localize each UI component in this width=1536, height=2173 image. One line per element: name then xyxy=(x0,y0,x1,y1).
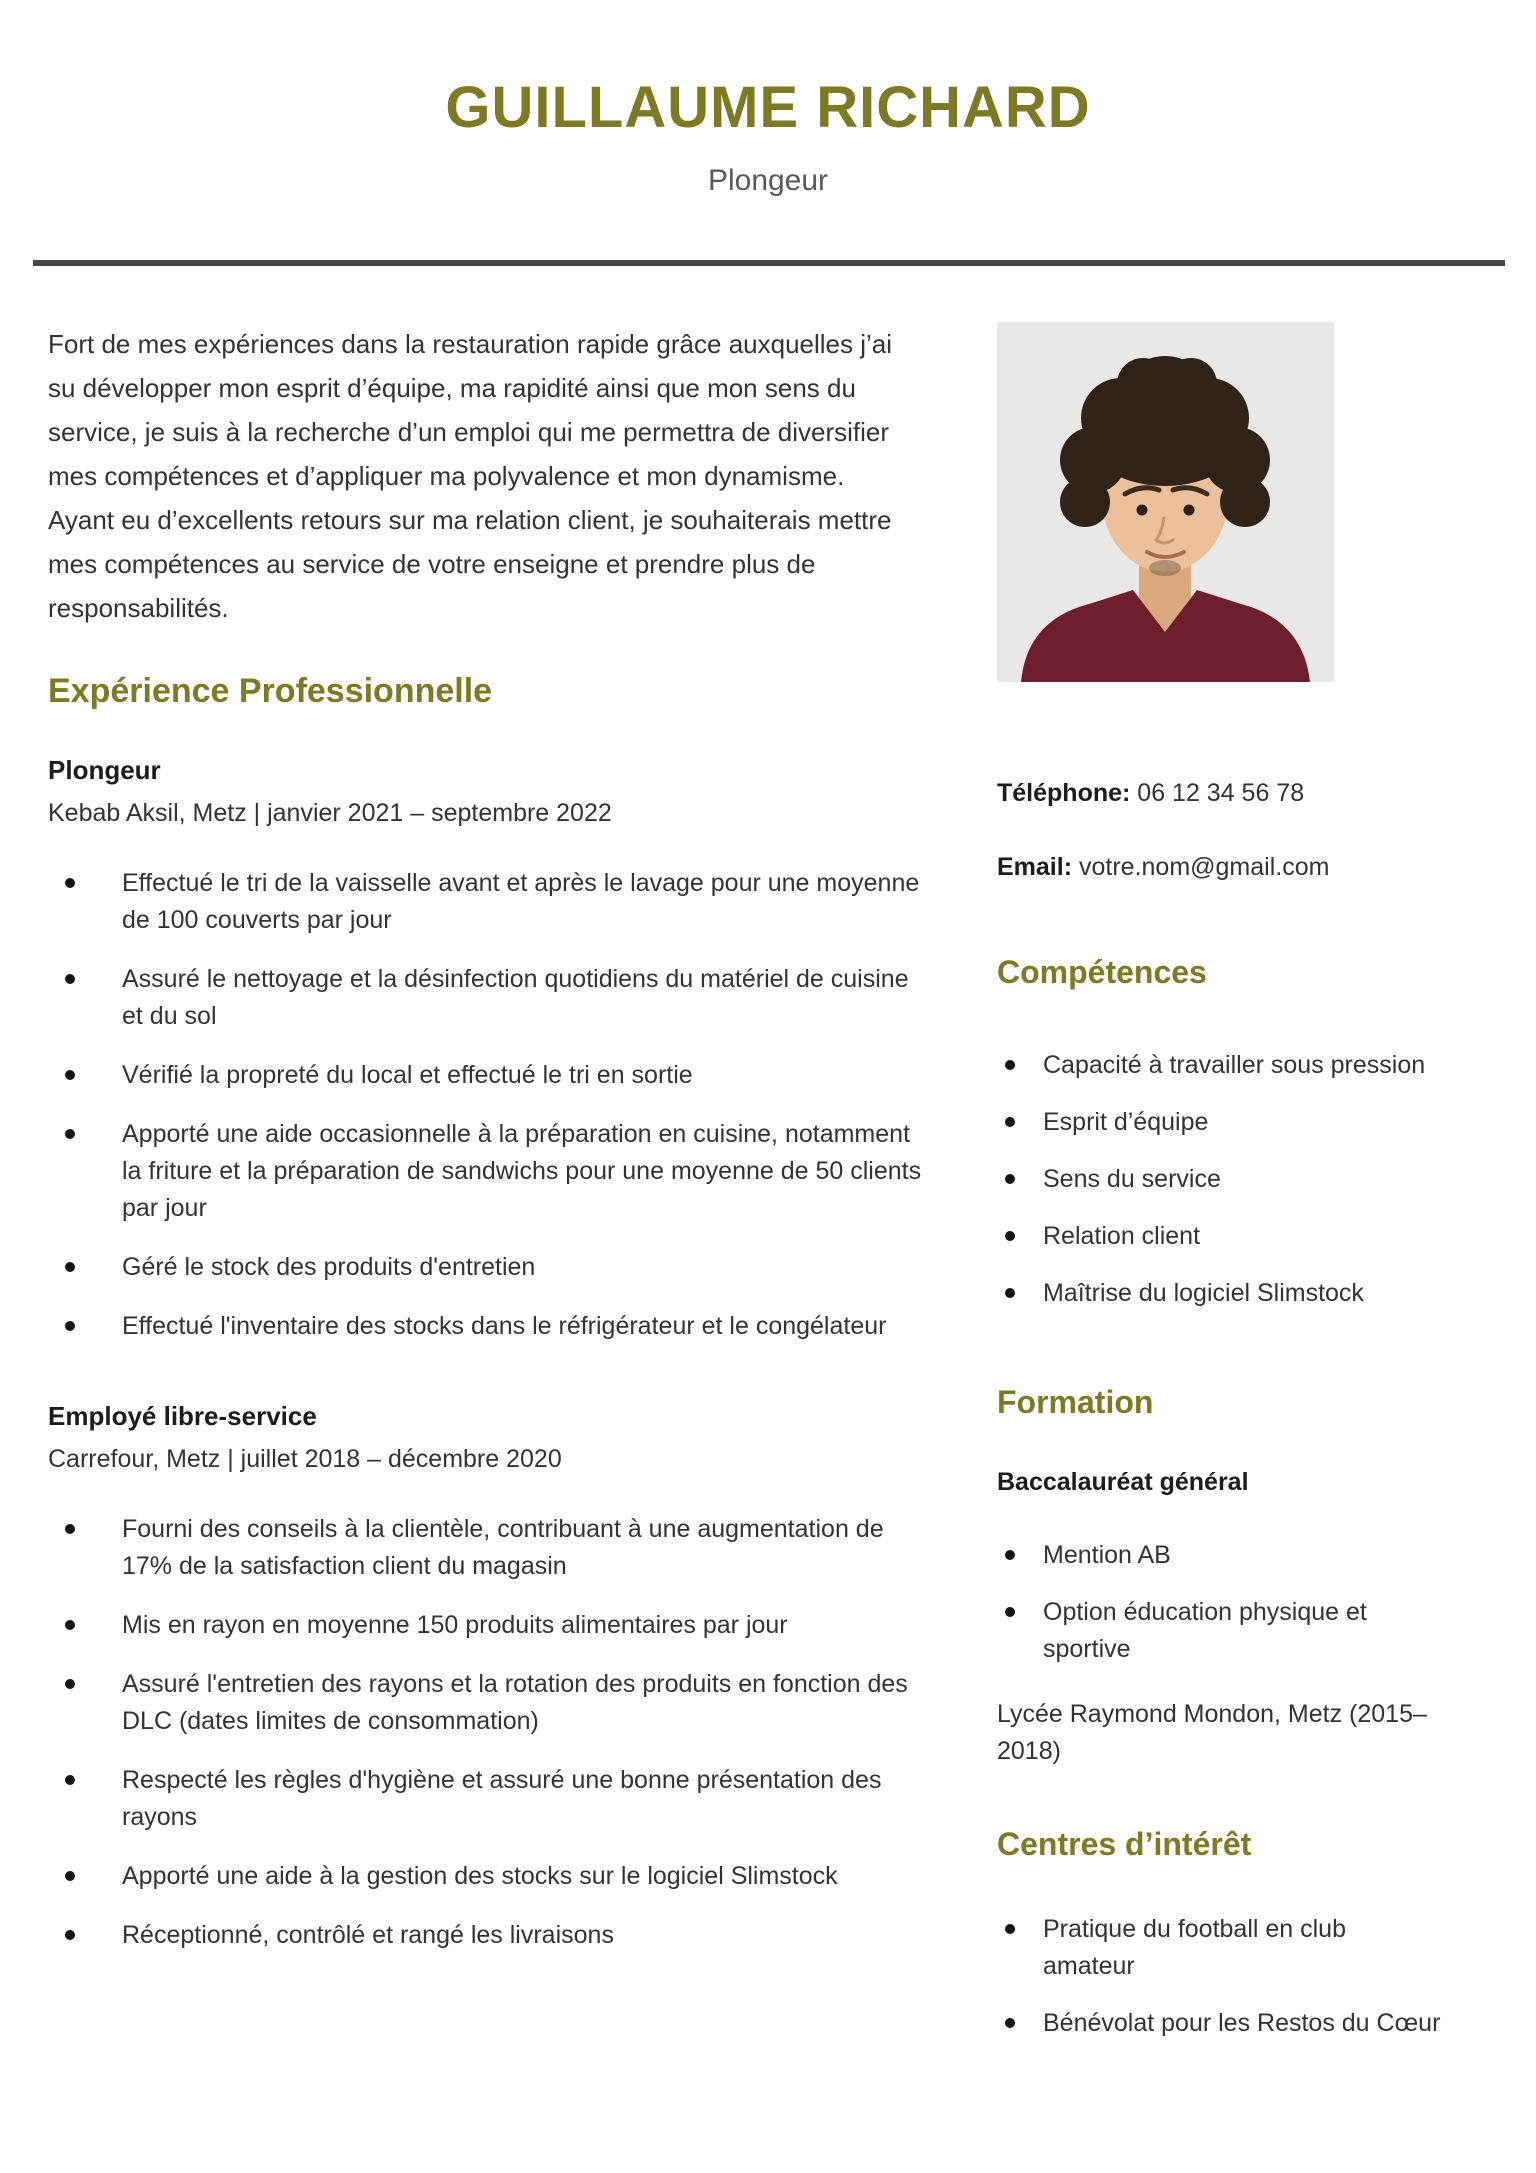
job-entry-2 xyxy=(48,1401,960,1954)
phone-line xyxy=(997,778,1492,808)
interest-item xyxy=(997,1911,1443,1985)
section-heading-education: Formation xyxy=(997,1384,1154,1421)
skill-text: Relation client xyxy=(1043,1222,1201,1251)
interests-list xyxy=(997,1911,1443,2042)
phone-value: 06 12 34 56 78 xyxy=(1137,779,1305,808)
education-item xyxy=(997,1537,1443,1574)
bullet-dot-icon xyxy=(65,1321,75,1331)
bullet-dot-icon xyxy=(1005,1117,1015,1127)
job-bullet-list xyxy=(48,865,928,1345)
job-bullet-text: Mis en rayon en moyenne 150 produits alimentaires par jour xyxy=(122,1611,788,1640)
job-bullet-text: Vérifié la propreté du local et effectué le tri en sortie xyxy=(122,1061,693,1090)
header-divider xyxy=(33,260,1505,266)
main-column xyxy=(48,322,960,1954)
bullet-dot-icon xyxy=(65,1262,75,1272)
education-item xyxy=(997,1594,1443,1668)
job-company-dates: Carrefour, Metz | juillet 2018 – décembre 2020 xyxy=(48,1445,562,1474)
school-name-dates: Lycée Raymond Mondon, Metz (2015–2018) xyxy=(997,1699,1427,1765)
profile-summary: Fort de mes expériences dans la restauration rapide grâce auxquelles j’ai su développer mon esprit d’équipe, ma rapidité ainsi que mon sens du service, je suis à la recherche d’un emploi qui me permettra de diversifier mes compétences et d’appliquer ma polyvalence et mon dynamisme. Ayant eu d’excellents retours sur ma relation client, je souhaiterais mettre mes compétences au service de votre enseigne et prendre plus de responsabilités. xyxy=(48,329,893,624)
education-list xyxy=(997,1537,1443,1668)
email-value: votre.nom@gmail.com xyxy=(1078,853,1330,882)
bullet-dot-icon xyxy=(65,1871,75,1881)
section-heading-skills: Compétences xyxy=(997,954,1207,991)
skill-text: Esprit d’équipe xyxy=(1043,1108,1209,1137)
bullet-dot-icon xyxy=(1005,1607,1015,1617)
bullet-dot-icon xyxy=(1005,1288,1015,1298)
job-bullet-item xyxy=(48,961,928,1035)
job-bullet-item xyxy=(48,865,928,939)
eye-left xyxy=(1137,505,1148,516)
job-bullet-text: Assuré l'entretien des rayons et la rotation des produits en fonction des DLC (dates limites de consommation) xyxy=(122,1670,908,1736)
sidebar xyxy=(997,322,1492,2041)
job-bullet-text: Respecté les règles d'hygiène et assuré une bonne présentation des rayons xyxy=(122,1766,882,1832)
job-bullet-text: Assuré le nettoyage et la désinfection quotidiens du matériel de cuisine et du sol xyxy=(122,965,909,1031)
job-bullet-list xyxy=(48,1511,928,1954)
interest-text: Pratique du football en club amateur xyxy=(1043,1914,1346,1980)
job-title: Plongeur xyxy=(48,755,161,786)
skill-text: Maîtrise du logiciel Slimstock xyxy=(1043,1279,1364,1308)
skill-item xyxy=(997,1218,1443,1255)
job-bullet-text: Apporté une aide occasionnelle à la préparation en cuisine, notamment la friture et la préparation de sandwichs pour une moyenne de 50 clients par jour xyxy=(122,1120,922,1223)
skills-list xyxy=(997,1047,1443,1312)
skill-item xyxy=(997,1161,1443,1198)
job-bullet-item xyxy=(48,1762,928,1836)
job-bullet-text: Effectué le tri de la vaisselle avant et après le lavage pour une moyenne de 100 couverts par jour xyxy=(122,869,920,935)
candidate-name: GUILLAUME RICHARD xyxy=(445,75,1091,140)
header xyxy=(0,0,1536,198)
job-bullet-item xyxy=(48,1511,928,1585)
skill-item xyxy=(997,1104,1443,1141)
bullet-dot-icon xyxy=(65,1679,75,1689)
job-bullet-text: Effectué l'inventaire des stocks dans le réfrigérateur et le congélateur xyxy=(122,1312,887,1341)
bullet-dot-icon xyxy=(1005,1174,1015,1184)
email-line xyxy=(997,852,1492,882)
job-entry-1 xyxy=(48,755,960,1345)
bullet-dot-icon xyxy=(1005,1550,1015,1560)
job-bullet-item xyxy=(48,1666,928,1740)
skill-item xyxy=(997,1047,1443,1084)
job-bullet-text: Géré le stock des produits d'entretien xyxy=(122,1253,536,1282)
job-bullet-text: Apporté une aide à la gestion des stocks sur le logiciel Slimstock xyxy=(122,1862,838,1891)
eye-right xyxy=(1184,505,1195,516)
bullet-dot-icon xyxy=(65,1129,75,1139)
job-bullet-item xyxy=(48,1116,928,1227)
degree-title: Baccalauréat général xyxy=(997,1467,1249,1496)
job-bullet-item xyxy=(48,1917,928,1954)
job-company-dates: Kebab Aksil, Metz | janvier 2021 – septembre 2022 xyxy=(48,799,612,828)
bullet-dot-icon xyxy=(65,878,75,888)
candidate-job-title: Plongeur xyxy=(707,163,829,197)
skill-item xyxy=(997,1275,1443,1312)
bullet-dot-icon xyxy=(65,1930,75,1940)
bullet-dot-icon xyxy=(1005,1924,1015,1934)
education-text: Option éducation physique et sportive xyxy=(1043,1597,1367,1663)
chin-beard-shape xyxy=(1149,560,1181,576)
job-bullet-item xyxy=(48,1308,928,1345)
job-title: Employé libre-service xyxy=(48,1401,317,1432)
skill-text: Capacité à travailler sous pression xyxy=(1043,1051,1426,1080)
skill-text: Sens du service xyxy=(1043,1165,1221,1194)
bullet-dot-icon xyxy=(1005,1231,1015,1241)
bullet-dot-icon xyxy=(65,1620,75,1630)
job-bullet-text: Fourni des conseils à la clientèle, contribuant à une augmentation de 17% de la satisfaction client du magasin xyxy=(122,1515,884,1581)
profile-photo xyxy=(997,322,1334,682)
interest-item xyxy=(997,2005,1443,2042)
bullet-dot-icon xyxy=(65,1524,75,1534)
contact-block xyxy=(997,778,1492,882)
section-heading-experience: Expérience Professionnelle xyxy=(48,672,493,711)
job-bullet-item xyxy=(48,1057,928,1094)
email-label: Email: xyxy=(997,853,1073,882)
interest-text: Bénévolat pour les Restos du Cœur xyxy=(1043,2008,1441,2037)
bullet-dot-icon xyxy=(1005,2018,1015,2028)
job-bullet-item xyxy=(48,1858,928,1895)
job-bullet-text: Réceptionné, contrôlé et rangé les livraisons xyxy=(122,1921,614,1950)
education-text: Mention AB xyxy=(1043,1540,1171,1569)
job-bullet-item xyxy=(48,1607,928,1644)
phone-label: Téléphone: xyxy=(997,779,1131,808)
bullet-dot-icon xyxy=(65,1775,75,1785)
content-columns xyxy=(0,322,1536,2041)
job-bullet-item xyxy=(48,1249,928,1286)
bullet-dot-icon xyxy=(65,1070,75,1080)
section-heading-interests: Centres d’intérêt xyxy=(997,1825,1252,1862)
bullet-dot-icon xyxy=(65,974,75,984)
bullet-dot-icon xyxy=(1005,1060,1015,1070)
